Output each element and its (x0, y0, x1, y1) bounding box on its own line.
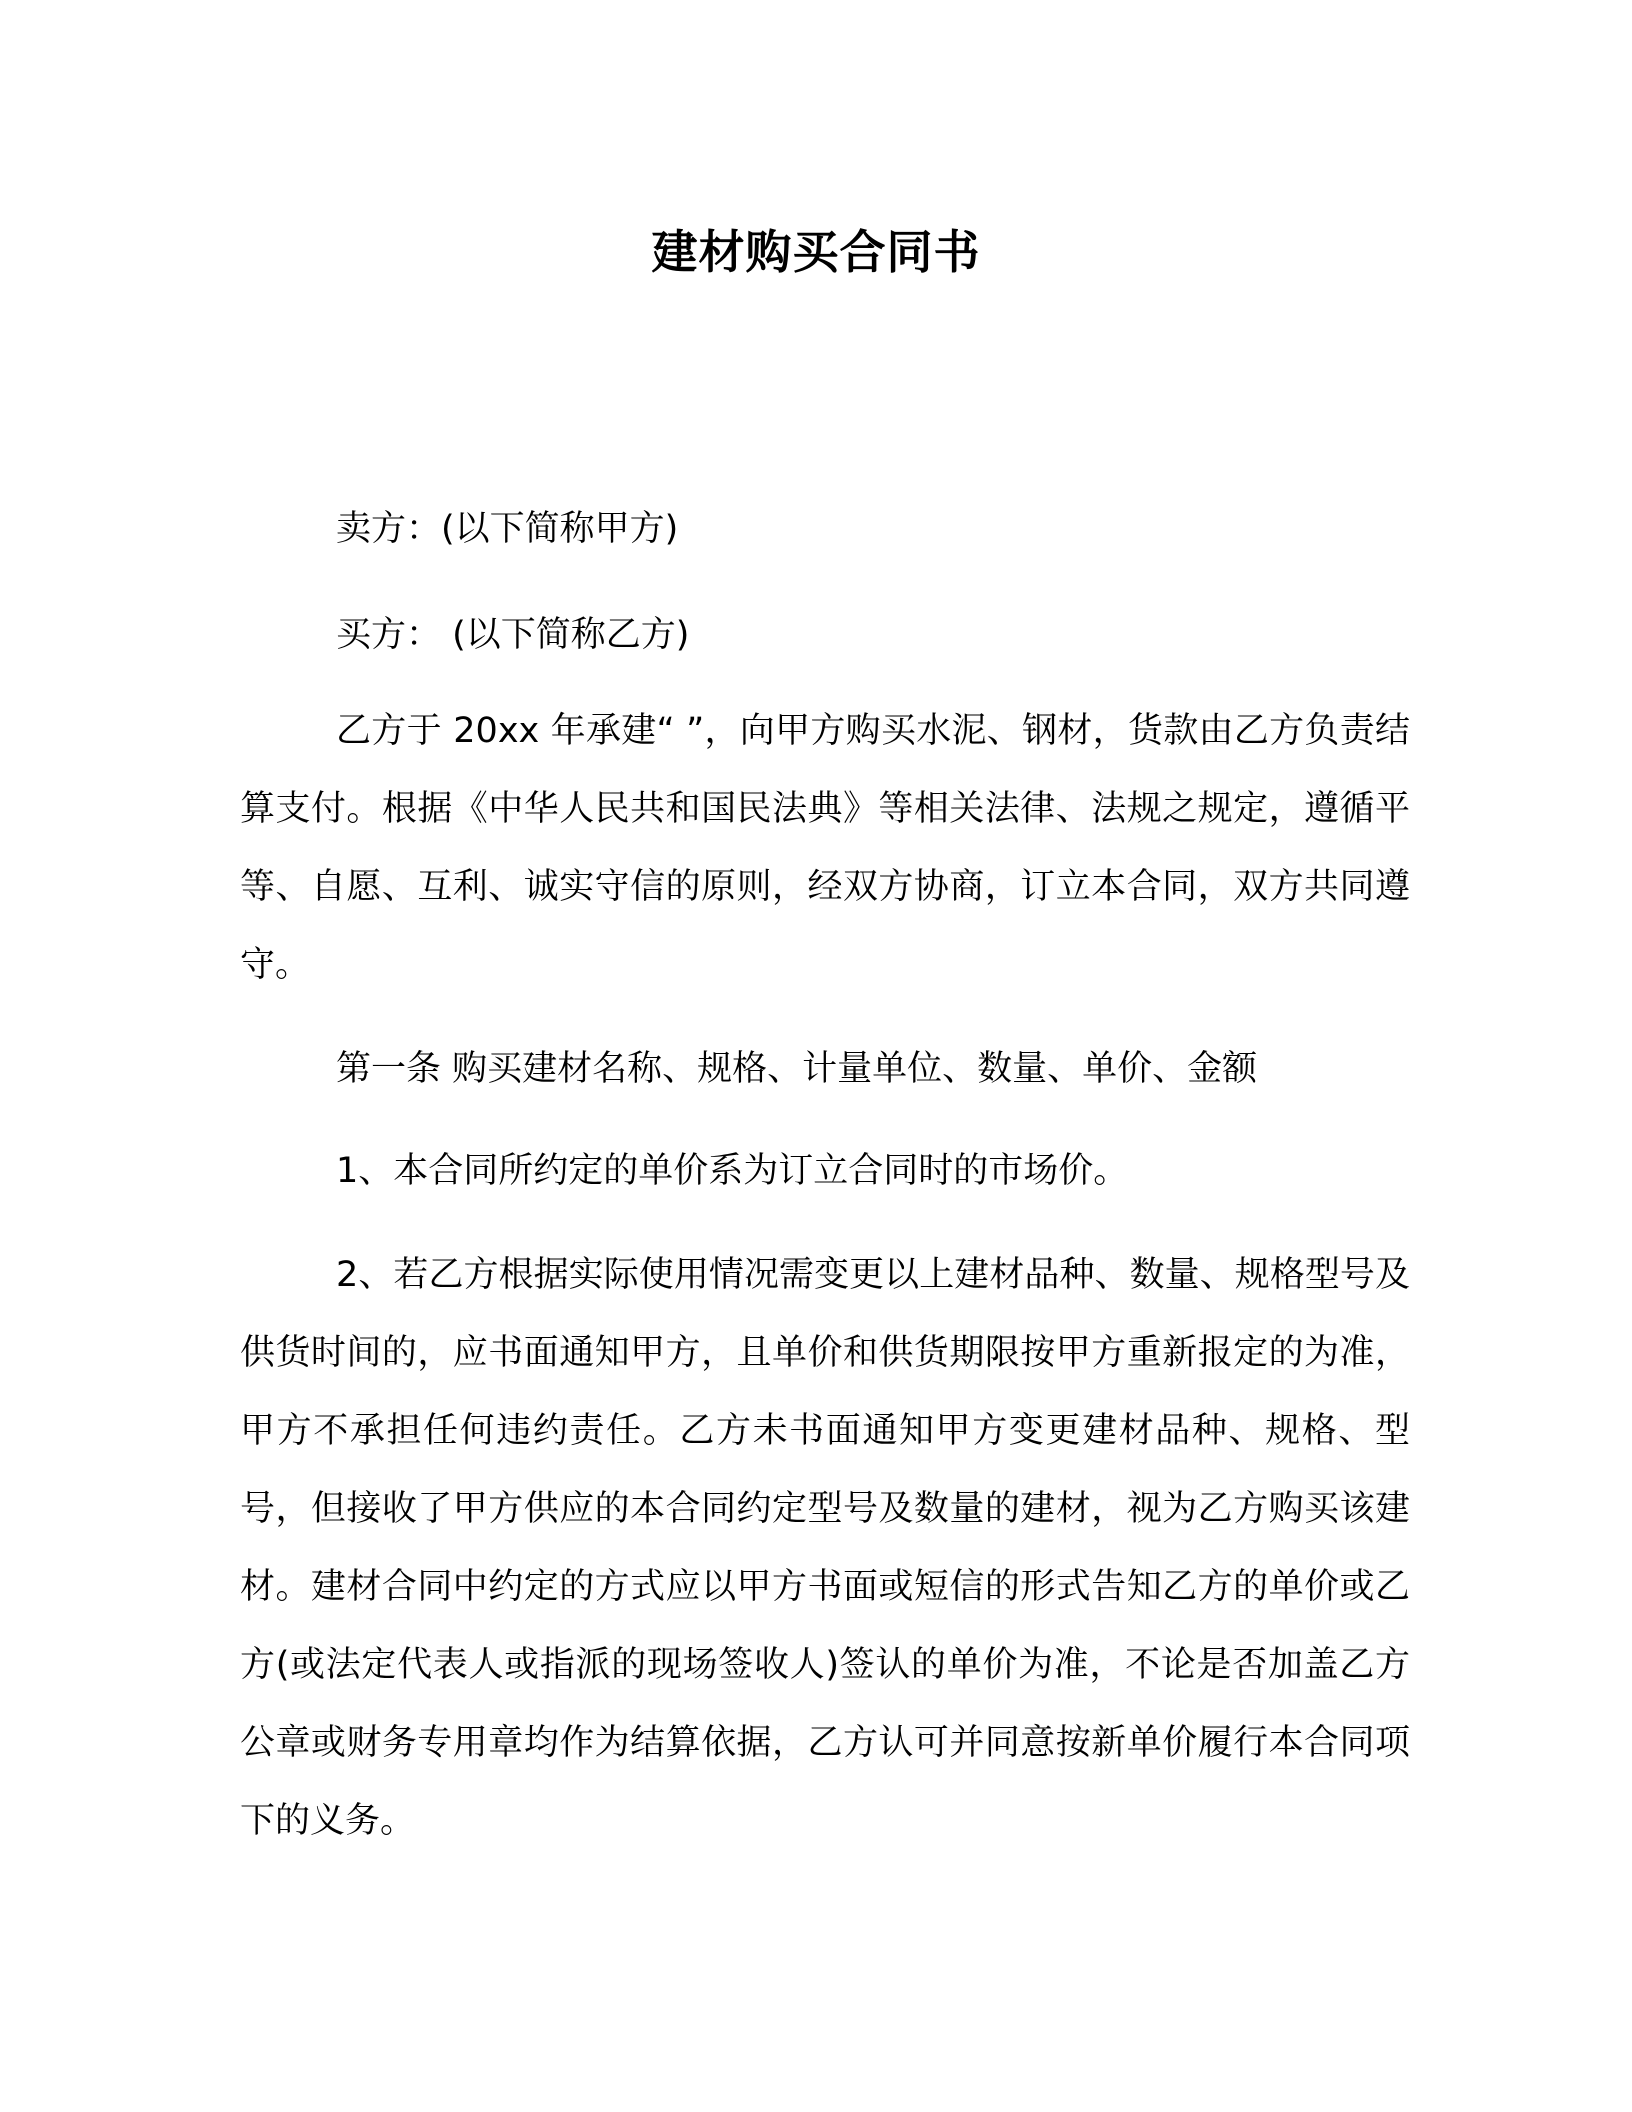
article-1-heading: 第一条 购买建材名称、规格、计量单位、数量、单价、金额 (336, 1049, 1258, 1089)
clause-2-paragraph: 2、若乙方根据实际使用情况需变更以上建材品种、数量、规格型号及供货时间的，应书面通知甲方，且单价和供货期限按甲方重新报定的为准，甲方不承担任何违约责任。乙方未书面通知甲方变更建材品种、规格、型号，但接收了甲方供应的本合同约定型号及数量的建材，视为乙方购买该建材。建材合同中约定的方式应以甲方书面或短信的形式告知乙方的单价或乙方(或法定代表人或指派的现场签收人)签认的单价为准，不论是否加盖乙方公章或财务专用章均作为结算依据，乙方认可并同意按新单价履行本合同项下的义务。 (240, 1255, 1410, 1841)
buyer-paragraph: 买方： (以下简称乙方) (336, 615, 690, 655)
seller-paragraph: 卖方：(以下简称甲方) (336, 509, 679, 549)
intro-paragraph: 乙方于 20xx 年承建“ ”，向甲方购买水泥、钢材，货款由乙方负责结算支付。根据《中华人民共和国民法典》等相关法律、法规之规定，遵循平等、自愿、互利、诚实守信的原则，经双方协商，订立本合同，双方共同遵守。 (240, 711, 1410, 985)
clause-1-paragraph: 1、本合同所约定的单价系为订立合同时的市场价。 (336, 1151, 1129, 1191)
document-title: 建材购买合同书 (651, 225, 981, 279)
